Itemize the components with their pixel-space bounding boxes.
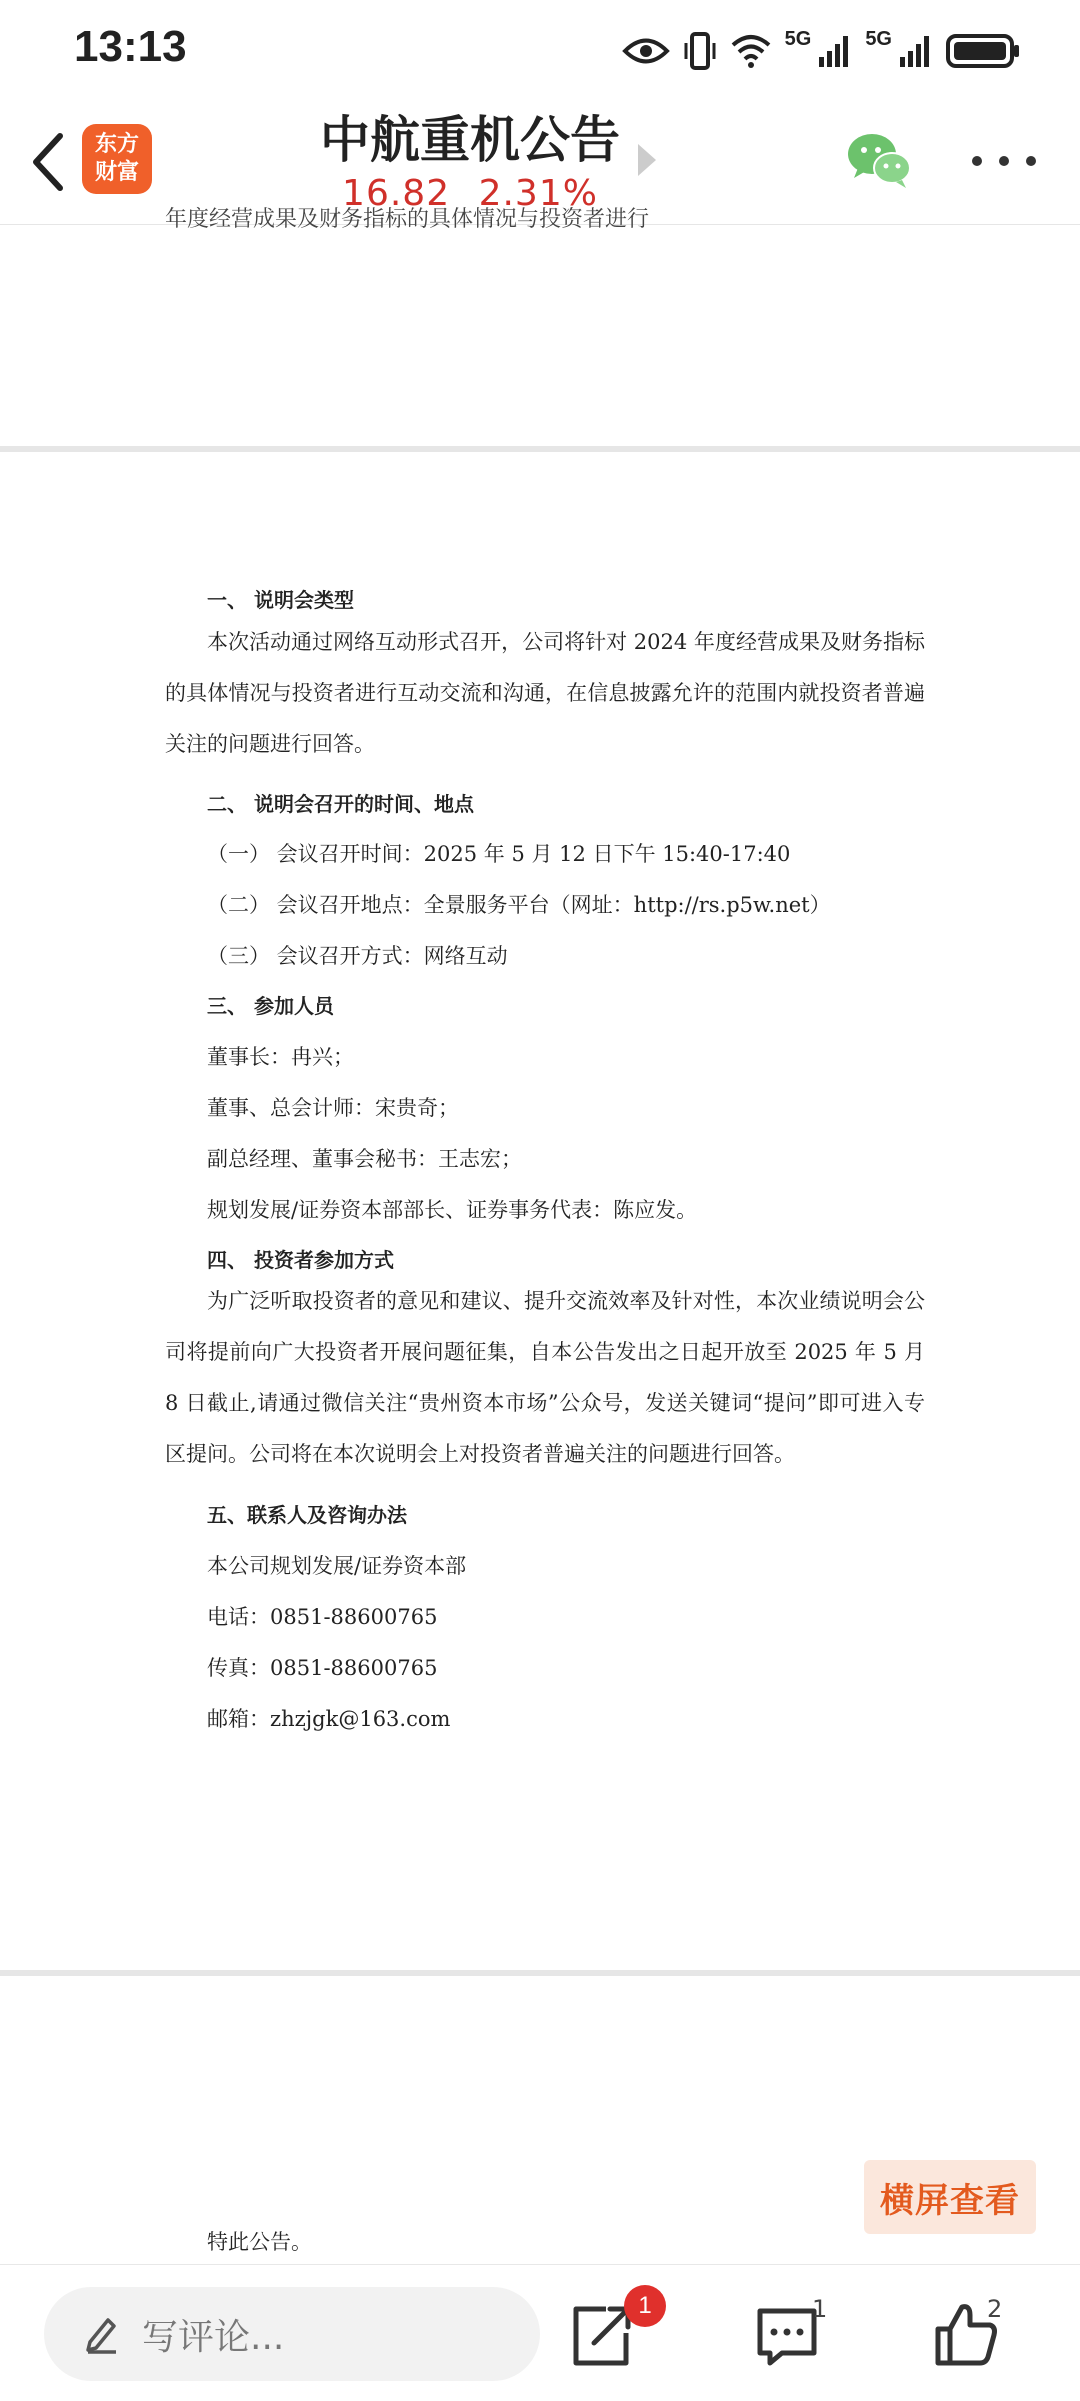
like-count: 2: [987, 2295, 1003, 2323]
landscape-view-button[interactable]: 横屏查看: [864, 2160, 1036, 2234]
section1-heading: 一、 说明会类型: [207, 588, 354, 612]
announcement-document[interactable]: [0, 207, 1080, 2264]
battery-icon: [946, 33, 1020, 69]
stock-price: 16.82: [342, 173, 451, 214]
section5-heading: 五、联系人及咨询办法: [207, 1503, 407, 1527]
closing-text: 特此公告。: [207, 2230, 312, 2254]
comment-placeholder: 写评论...: [142, 2316, 285, 2358]
clipped-text: 年度经营成果及财务指标的具体情况与投资者进行: [165, 207, 650, 232]
eastmoney-logo[interactable]: [82, 124, 152, 194]
contact-fax: 传真：0851-88600765: [207, 1656, 438, 1680]
dot: [999, 156, 1009, 166]
section2-item3: （三） 会议召开方式：网络互动: [207, 944, 508, 968]
participant-2: 董事、总会计师：宋贵奇；: [207, 1096, 459, 1120]
contact-email: 邮箱：zhzjgk@163.com: [207, 1707, 451, 1731]
section1-paragraph: 本次活动通过网络互动形式召开，公司将针对 2024 年度经营成果及财务指标的具体情况与投资者进行互动交流和沟通，在信息披露允许的范围内就投资者普遍关注的问题进行回答。: [165, 630, 925, 756]
signal-icon: [817, 33, 851, 69]
logo-line1: 东方: [94, 132, 139, 157]
status-icons: [623, 26, 1020, 76]
participant-4: 规划发展/证券资本部部长、证券事务代表：陈应发。: [207, 1198, 698, 1222]
section4-heading: 四、 投资者参加方式: [207, 1248, 394, 1272]
status-time: 13:13: [74, 22, 187, 71]
pen-icon: [84, 2314, 120, 2354]
network-label-2: 5G: [865, 27, 892, 50]
wechat-icon[interactable]: [846, 130, 912, 190]
more-button[interactable]: [972, 148, 1036, 174]
dot: [972, 156, 982, 166]
section2-item1: （一） 会议召开时间：2025 年 5 月 12 日下午 15:40-17:40: [207, 842, 791, 866]
stock-change: 2.31%: [478, 173, 598, 214]
wifi-icon: [731, 33, 771, 69]
section2-item2: （二） 会议召开地点：全景服务平台（网址：http://rs.p5w.net）: [207, 893, 831, 917]
section4-paragraph: 为广泛听取投资者的意见和建议、提升交流效率及针对性，本次业绩说明会公司将提前向广大投资者开展问题征集，自本公告发出之日起开放至 2025 年 5 月 8 日截止,请通过微信关注“贵州资本市场”公众号，发送关键词“提问”即可进入专区提问。公司将在本次说明会上对投资者普遍关注的问题进行回答。: [165, 1289, 925, 1466]
participant-3: 副总经理、董事会秘书：王志宏；: [207, 1147, 522, 1171]
section3-heading: 三、 参加人员: [207, 994, 334, 1018]
vibrate-icon: [683, 31, 717, 71]
status-bar: [0, 0, 1080, 100]
share-badge: 1: [624, 2285, 666, 2327]
contact-dept: 本公司规划发展/证券资本部: [207, 1554, 467, 1578]
title-block[interactable]: [260, 108, 680, 216]
network-label-1: 5G: [784, 27, 812, 50]
page-divider-2: [0, 1970, 1080, 1976]
logo-line2: 财富: [94, 160, 139, 185]
dot: [1026, 156, 1036, 166]
chevron-left-icon: [28, 132, 68, 192]
caret-right-icon[interactable]: [636, 142, 658, 178]
bottom-action-bar: [0, 2264, 1080, 2401]
eye-icon: [623, 36, 669, 66]
page-divider: [0, 446, 1080, 452]
back-button[interactable]: [18, 122, 78, 202]
participant-1: 董事长：冉兴；: [207, 1045, 354, 1069]
page-title: 中航重机公告: [320, 111, 620, 169]
comment-count: 1: [812, 2295, 828, 2323]
page-content: [165, 584, 925, 1731]
comment-input[interactable]: [44, 2287, 540, 2381]
section2-heading: 二、 说明会召开的时间、地点: [207, 792, 474, 816]
signal-icon-2: [898, 33, 932, 69]
contact-phone: 电话：0851-88600765: [207, 1605, 438, 1629]
